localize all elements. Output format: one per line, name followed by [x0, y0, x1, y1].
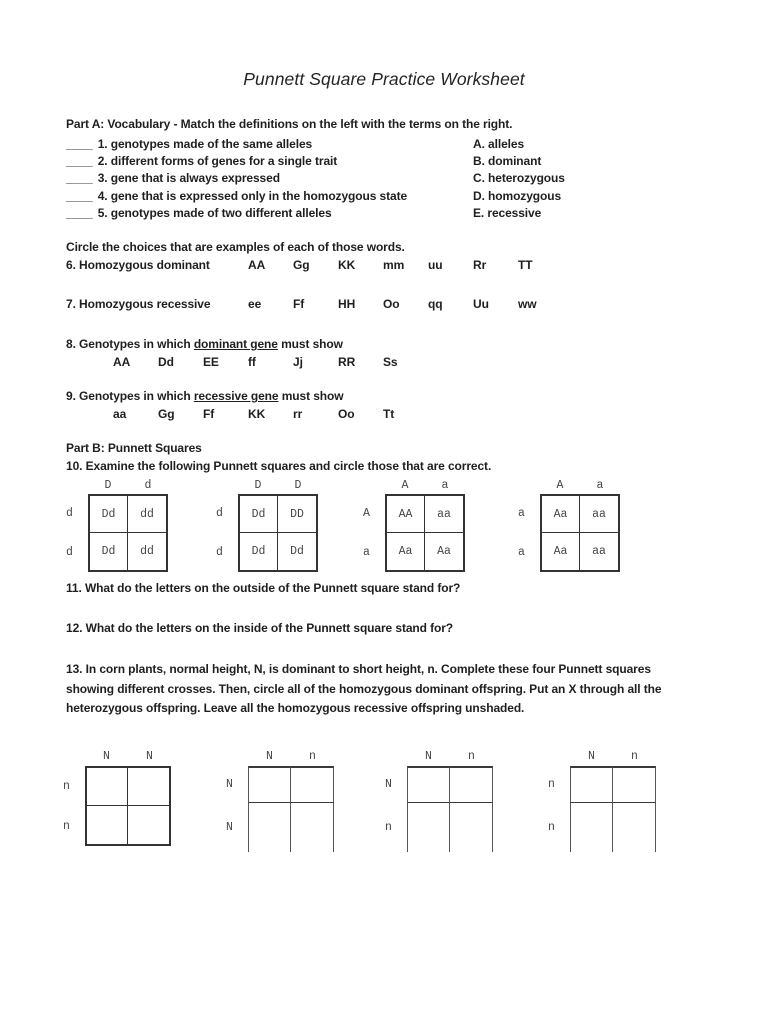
row-label: A [363, 507, 370, 520]
term-a: A. alleles [473, 136, 525, 151]
punnett-cell: Dd [238, 494, 278, 533]
answer-blank: ____ [66, 136, 93, 151]
col-label: N [425, 750, 432, 763]
question-13: 13. In corn plants, normal height, N, is dominant to short height, n. Complete these four Punnett squares showing different crosses. Then, circle all of the homozygous dominant offspring. Put an X through all the heterozygous offspring. Leave all the homozygous recessive offspring unshaded. [66, 662, 662, 715]
genotype-option: Tt [383, 407, 395, 421]
genotype-option: Dd [158, 355, 174, 369]
part-b-heading: Part B: Punnett Squares [66, 441, 202, 455]
square-row [226, 803, 334, 852]
question-12: 12. What do the letters on the inside of the Punnett square stand for? [66, 621, 454, 635]
term-e: E. recessive [473, 206, 542, 221]
genotype-option: RR [338, 355, 356, 369]
punnett-cell: Aa [385, 533, 425, 572]
punnett-cell: Dd [278, 533, 318, 572]
punnett-cell: Aa [425, 533, 465, 572]
square-row [385, 803, 493, 852]
column-labels [570, 750, 656, 766]
punnett-square-1 [66, 479, 168, 572]
question-10: 10. Examine the following Punnett squares and circle those that are correct. [66, 459, 492, 473]
empty-punnett-cell [613, 803, 656, 852]
column-labels [238, 479, 318, 494]
question-9-suffix: must show [278, 389, 344, 403]
empty-punnett-cell [291, 803, 334, 852]
row-label: a [518, 507, 525, 520]
punnett-cell: Dd [238, 533, 278, 572]
row-label: n [548, 821, 555, 834]
row-label: N [226, 821, 233, 834]
definition-text: 3. gene that is always expressed [97, 171, 280, 186]
question-9-prefix: 9. Genotypes in which [66, 389, 194, 403]
punnett-square-2 [216, 479, 318, 572]
empty-punnett-cell [570, 803, 613, 852]
genotype-option: AA [248, 258, 266, 272]
empty-punnett-cell [407, 803, 450, 852]
col-label: A [556, 479, 564, 492]
col-label: D [294, 479, 302, 492]
punnett-square-4 [518, 479, 620, 572]
genotype-option: ww [518, 297, 537, 311]
punnett-cell: Aa [540, 533, 580, 572]
q13-square-2 [226, 750, 334, 852]
genotype-option: rr [293, 407, 303, 421]
genotype-option: ee [248, 297, 262, 311]
genotype-option: Jj [293, 355, 303, 369]
row-label: N [385, 778, 392, 791]
square-row [66, 533, 168, 572]
row-label: a [363, 546, 370, 559]
match-item-1 [66, 135, 706, 152]
q13-square-4 [548, 750, 656, 852]
col-label: D [104, 479, 112, 492]
match-item-3 [66, 170, 706, 187]
genotype-option: aa [113, 407, 127, 421]
genotype-option: AA [113, 355, 131, 369]
square-row [363, 494, 465, 533]
row-label: d [216, 546, 223, 559]
column-labels [85, 750, 171, 766]
empty-punnett-cell [128, 806, 171, 846]
genotype-option: Uu [473, 297, 489, 311]
question-8-underlined: dominant gene [193, 337, 278, 351]
punnett-cell: Aa [540, 494, 580, 533]
col-label: a [596, 479, 604, 492]
punnett-cell: aa [425, 494, 465, 533]
square-row [363, 533, 465, 572]
definition-text: 4. gene that is expressed only in the homozygous state [97, 188, 408, 203]
row-label: n [63, 819, 70, 833]
question-8-options [113, 355, 428, 369]
part-a-heading: Part A: Vocabulary - Match the definitions on the left with the terms on the right. [66, 117, 513, 131]
question-11: 11. What do the letters on the outside of the Punnett square stand for? [66, 581, 461, 595]
col-label: n [468, 750, 475, 763]
row-label: n [548, 778, 555, 791]
square-row [385, 766, 493, 803]
square-row [66, 494, 168, 533]
col-label: D [254, 479, 262, 492]
punnett-cell: Dd [88, 533, 128, 572]
empty-punnett-cell [85, 806, 128, 846]
empty-punnett-cell [407, 766, 450, 803]
punnett-square-3 [363, 479, 465, 572]
answer-blank: ____ [66, 206, 93, 221]
empty-punnett-cell [128, 766, 171, 806]
question-9 [66, 389, 344, 403]
empty-punnett-cell [291, 766, 334, 803]
q10-squares-row [0, 479, 768, 579]
square-row [518, 494, 620, 533]
column-labels [88, 479, 168, 494]
q13-squares-row [0, 750, 768, 860]
question-8-suffix: must show [277, 337, 343, 351]
genotype-option: EE [203, 355, 219, 369]
part-a-matching [66, 135, 706, 222]
punnett-cell: Dd [88, 494, 128, 533]
punnett-cell: AA [385, 494, 425, 533]
genotype-option: Oo [383, 297, 400, 311]
q13-square-1 [63, 750, 171, 846]
square-row [548, 803, 656, 852]
square-row [226, 766, 334, 803]
genotype-option: Ff [293, 297, 305, 311]
definition-text: 2. different forms of genes for a single trait [97, 154, 338, 169]
question-6 [66, 258, 563, 272]
col-label: N [588, 750, 595, 763]
punnett-cell: dd [128, 494, 168, 533]
term-d: D. homozygous [473, 188, 562, 203]
row-label: n [63, 779, 70, 793]
punnett-cell: aa [580, 533, 620, 572]
match-item-2 [66, 152, 706, 169]
answer-blank: ____ [66, 171, 93, 186]
term-b: B. dominant [473, 154, 542, 169]
empty-punnett-cell [450, 766, 493, 803]
page-title: Punnett Square Practice Worksheet [243, 69, 525, 89]
question-8 [66, 337, 343, 351]
col-label: n [631, 750, 638, 763]
square-row [216, 494, 318, 533]
genotype-option: qq [428, 297, 443, 311]
match-item-4 [66, 187, 706, 204]
match-item-5 [66, 205, 706, 222]
col-label: A [401, 479, 409, 492]
row-label: d [66, 546, 73, 559]
row-label: d [216, 507, 223, 520]
genotype-option: ff [248, 355, 256, 369]
genotype-option: Gg [293, 258, 310, 272]
answer-blank: ____ [66, 154, 93, 169]
row-label: a [518, 546, 525, 559]
genotype-option: Ss [383, 355, 398, 369]
empty-punnett-cell [613, 766, 656, 803]
col-label: N [146, 750, 153, 763]
question-9-underlined: recessive gene [193, 389, 279, 403]
column-labels [248, 750, 334, 766]
question-9-options [113, 407, 428, 421]
column-labels [385, 479, 465, 494]
question-7 [66, 297, 563, 311]
genotype-option: Rr [473, 258, 487, 272]
empty-punnett-cell [85, 766, 128, 806]
column-labels [540, 479, 620, 494]
genotype-option: Ff [203, 407, 215, 421]
square-row [216, 533, 318, 572]
genotype-option: KK [338, 258, 356, 272]
definition-text: 5. genotypes made of two different alleles [97, 206, 332, 221]
column-labels [407, 750, 493, 766]
empty-punnett-cell [570, 766, 613, 803]
question-8-prefix: 8. Genotypes in which [66, 337, 194, 351]
q13-square-3 [385, 750, 493, 852]
punnett-cell: dd [128, 533, 168, 572]
circle-instruction: Circle the choices that are examples of each of those words. [66, 240, 405, 254]
question-7-label: 7. Homozygous recessive [66, 297, 211, 311]
genotype-option: KK [248, 407, 266, 421]
punnett-cell: DD [278, 494, 318, 533]
question-6-label: 6. Homozygous dominant [66, 258, 210, 272]
empty-punnett-cell [450, 803, 493, 852]
square-row [63, 766, 171, 806]
empty-punnett-cell [248, 766, 291, 803]
square-row [63, 806, 171, 846]
term-c: C. heterozygous [473, 171, 565, 186]
square-row [548, 766, 656, 803]
punnett-cell: aa [580, 494, 620, 533]
genotype-option: Gg [158, 407, 175, 421]
genotype-option: uu [428, 258, 443, 272]
col-label: d [144, 479, 152, 492]
row-label: d [66, 507, 73, 520]
genotype-option: mm [383, 258, 405, 272]
row-label: n [385, 821, 392, 834]
empty-punnett-cell [248, 803, 291, 852]
row-label: N [226, 778, 233, 791]
genotype-option: HH [338, 297, 356, 311]
col-label: a [441, 479, 449, 492]
answer-blank: ____ [66, 188, 93, 203]
col-label: N [103, 750, 110, 763]
genotype-option: TT [518, 258, 533, 272]
genotype-option: Oo [338, 407, 355, 421]
col-label: n [309, 750, 316, 763]
definition-text: 1. genotypes made of the same alleles [97, 136, 313, 151]
square-row [518, 533, 620, 572]
col-label: N [266, 750, 273, 763]
